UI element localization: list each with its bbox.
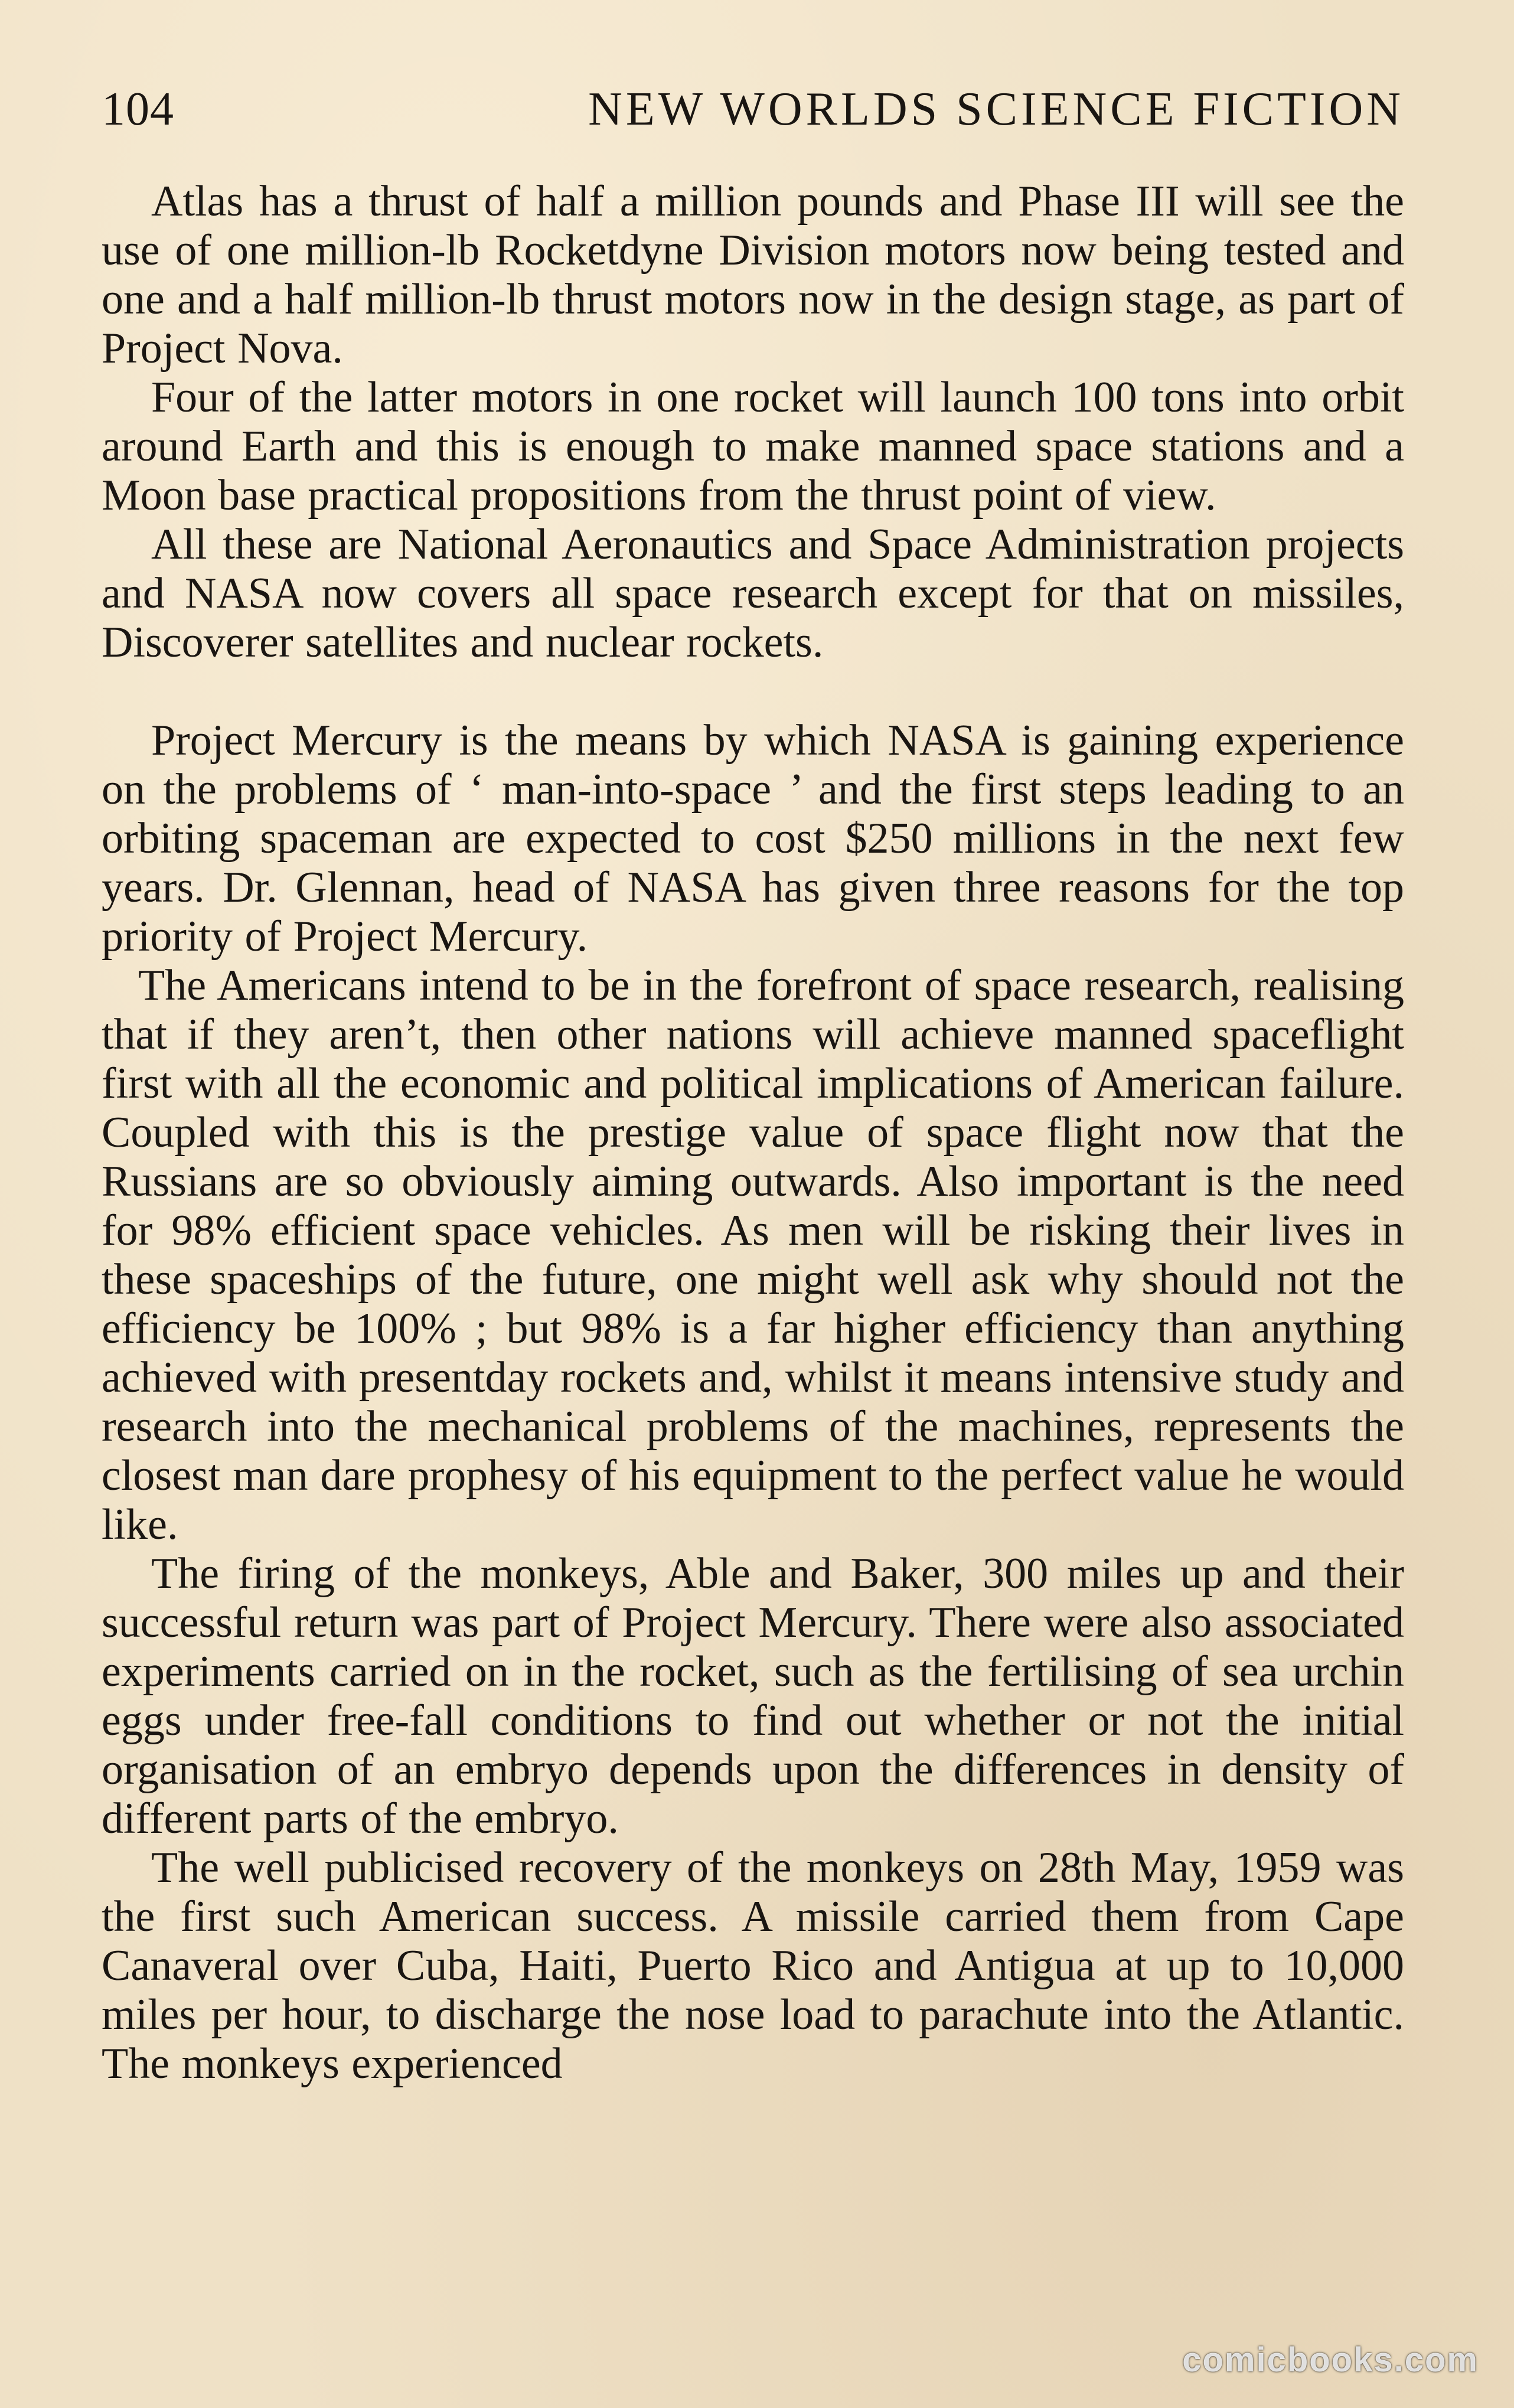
page-header [102, 77, 1404, 142]
paragraph-monkeys-firing: The firing of the monkeys, Able and Baker, 300 miles up and their successful return was part of Project Mercury. There were also associated experiments carried on in the rocket, such as the fertilising of sea urchin eggs under free-fall conditions to find out whether or not the initial organisation of an embryo depends upon the differences in density of different parts of the embryo. [102, 1549, 1404, 1843]
paragraph-americans-forefront: The Americans intend to be in the forefront of space research, realising that if they aren’t, then other nations will achieve manned spaceflight first with all the economic and political implications of American failure. Coupled with this is the prestige value of space flight now that the Russians are so obviously aiming outwards. Also important is the need for 98% efficient space vehicles. As men will be risking their lives in these spaceships of the future, one might well ask why should not the efficiency be 100% ; but 98% is a far higher efficiency than anything achieved with presentday rockets and, whilst it means intensive study and research into the mechanical problems of the machines, represents the closest man dare prophesy of his equipment to the perfect value he would like. [102, 961, 1404, 1549]
paragraph-project-mercury: Project Mercury is the means by which NASA is gaining experience on the problems of ‘ man-into-space ’ and the first steps leading to an orbiting spaceman are expected to cost $250 millions in the next few years. Dr. Glennan, head of NASA has given three reasons for the top priority of Project Mercury. [102, 716, 1404, 961]
paragraph-latter-motors: Four of the latter motors in one rocket will launch 100 tons into orbit around Earth and this is enough to make manned space stations and a Moon base practical propositions from the thrust point of view. [102, 373, 1404, 520]
page-number: 104 [102, 83, 174, 135]
watermark-logo: comicbooks.com [1182, 2341, 1479, 2379]
paragraph-monkeys-recovery: The well publicised recovery of the monkeys on 28th May, 1959 was the first such American success. A missile carried them from Cape Canaveral over Cuba, Haiti, Puerto Rico and Antigua at up to 10,000 miles per hour, to discharge the nose load to parachute into the Atlantic. The monkeys experienced [102, 1843, 1404, 2088]
running-title: NEW WORLDS SCIENCE FICTION [588, 83, 1404, 135]
paragraph-atlas-thrust: Atlas has a thrust of half a million pounds and Phase III will see the use of one million-lb Rocketdyne Division motors now being tested and one and a half million-lb thrust motors now in the design stage, as part of Project Nova. [102, 177, 1404, 373]
paragraph-nasa-projects: All these are National Aeronautics and Space Administration projects and NASA now covers all space research except for that on missiles, Discoverer satellites and nuclear rockets. [102, 520, 1404, 667]
article-body [102, 177, 1404, 2089]
